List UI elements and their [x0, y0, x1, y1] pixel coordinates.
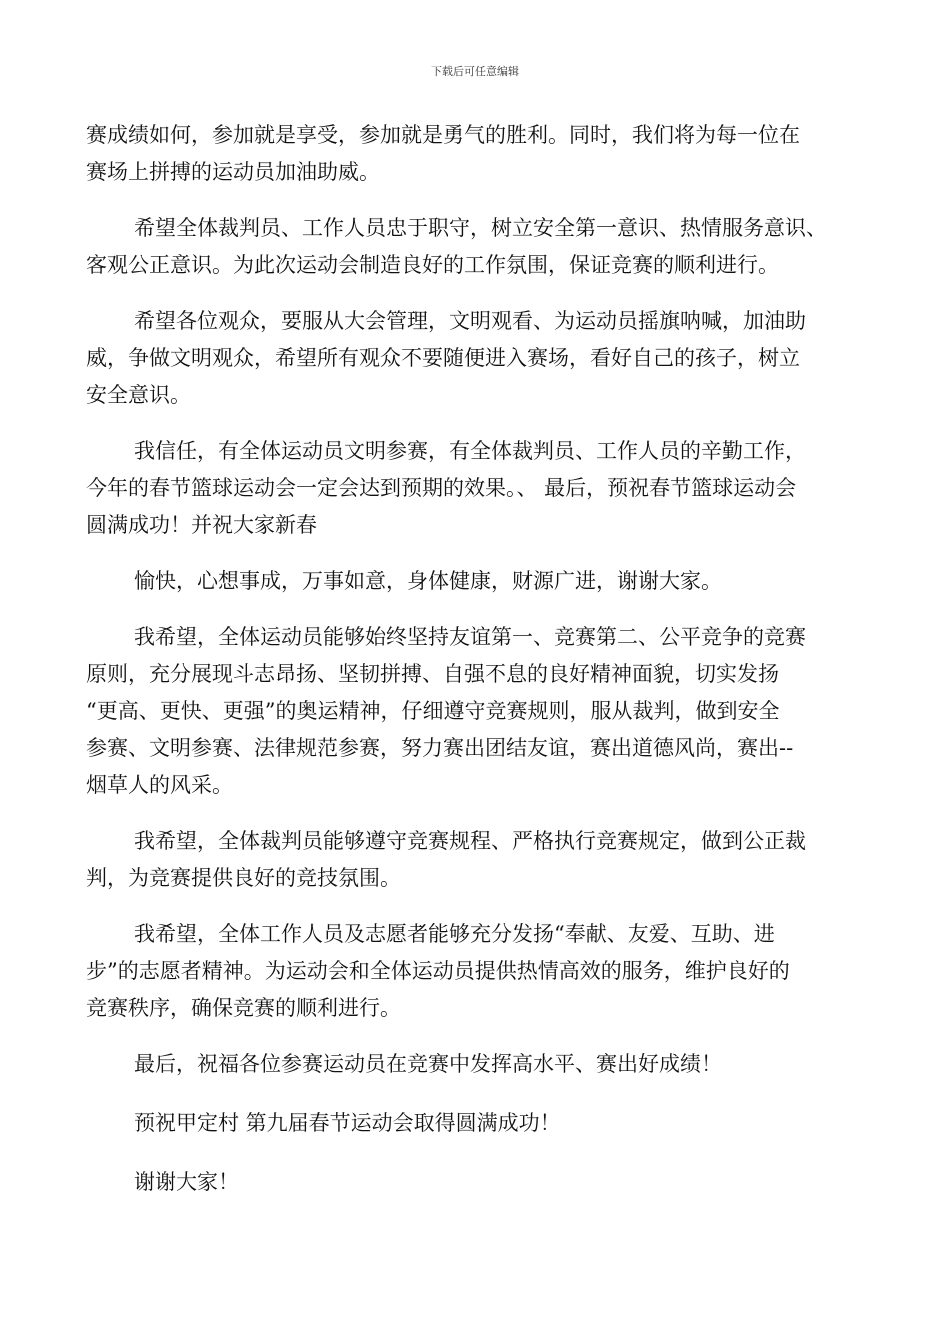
- text-line: 赛成绩如何，参加就是享受，参加就是勇气的胜利。同时，我们将为每一位在: [86, 123, 800, 147]
- text-line: 竞赛秩序，确保竞赛的顺利进行。: [86, 996, 401, 1020]
- text-line: 我希望，全体工作人员及志愿者能够充分发扬“奉献、友爱、互助、进: [134, 922, 775, 946]
- text-line: 我信任，有全体运动员文明参赛，有全体裁判员、工作人员的辛勤工作，: [134, 439, 806, 463]
- text-line: 威，争做文明观众，希望所有观众不要随便进入赛场，看好自己的孩子，树立: [86, 346, 800, 370]
- paragraph: [86, 210, 876, 284]
- text-line: 今年的春节篮球运动会一定会达到预期的效果。、 最后，预祝春节篮球运动会: [86, 476, 797, 500]
- text-line: 赛场上拼搏的运动员加油助威。: [86, 160, 380, 184]
- paragraph: [86, 619, 876, 804]
- text-line: “更高、更快、更强”的奥运精神，仔细遵守竞赛规则，服从裁判，做到安全: [86, 699, 780, 723]
- text-line: 安全意识。: [86, 383, 191, 407]
- text-line: 愉快，心想事成，万事如意，身体健康，财源广进，谢谢大家。: [134, 569, 722, 593]
- paragraph: [86, 433, 876, 544]
- document-body: [86, 117, 876, 1223]
- text-line: 客观公正意识。为此次运动会制造良好的工作氛围，保证竞赛的顺利进行。: [86, 253, 779, 277]
- text-line: 希望各位观众，要服从大会管理，文明观看、为运动员摇旗呐喊，加油助: [134, 309, 806, 333]
- text-line: 参赛、文明参赛、法律规范参赛，努力赛出团结友谊，赛出道德风尚，赛出--: [86, 736, 794, 760]
- paragraph: [86, 563, 876, 600]
- text-line: 烟草人的风采。: [86, 773, 233, 797]
- text-line: 原则，充分展现斗志昂扬、坚韧拼搏、自强不息的良好精神面貌，切实发扬: [86, 662, 779, 686]
- paragraph: [86, 303, 876, 414]
- text-line: 圆满成功！并祝大家新春: [86, 513, 317, 537]
- closing-thanks-line: 谢谢大家！: [134, 1170, 239, 1194]
- paragraph: [86, 823, 876, 897]
- paragraph: [86, 117, 876, 191]
- text-line: 我希望，全体裁判员能够遵守竞赛规程、严格执行竞赛规定，做到公正裁: [134, 829, 806, 853]
- text-line: 判，为竞赛提供良好的竞技氛围。: [86, 866, 401, 890]
- closing-wish-line: 最后，祝福各位参赛运动员在竞赛中发挥高水平、赛出好成绩！: [134, 1052, 722, 1076]
- text-line: 我希望，全体运动员能够始终坚持友谊第一、竞赛第二、公平竞争的竞赛: [134, 625, 806, 649]
- closing-success-line: 预祝甲定村 第九届春节运动会取得圆满成功！: [134, 1111, 561, 1135]
- page-header: 下载后可任意编辑: [431, 65, 519, 78]
- text-line: 希望全体裁判员、工作人员忠于职守，树立安全第一意识、热情服务意识、: [134, 216, 827, 240]
- text-line: 步”的志愿者精神。为运动会和全体运动员提供热情高效的服务，维护良好的: [86, 959, 790, 983]
- paragraph: [86, 916, 876, 1027]
